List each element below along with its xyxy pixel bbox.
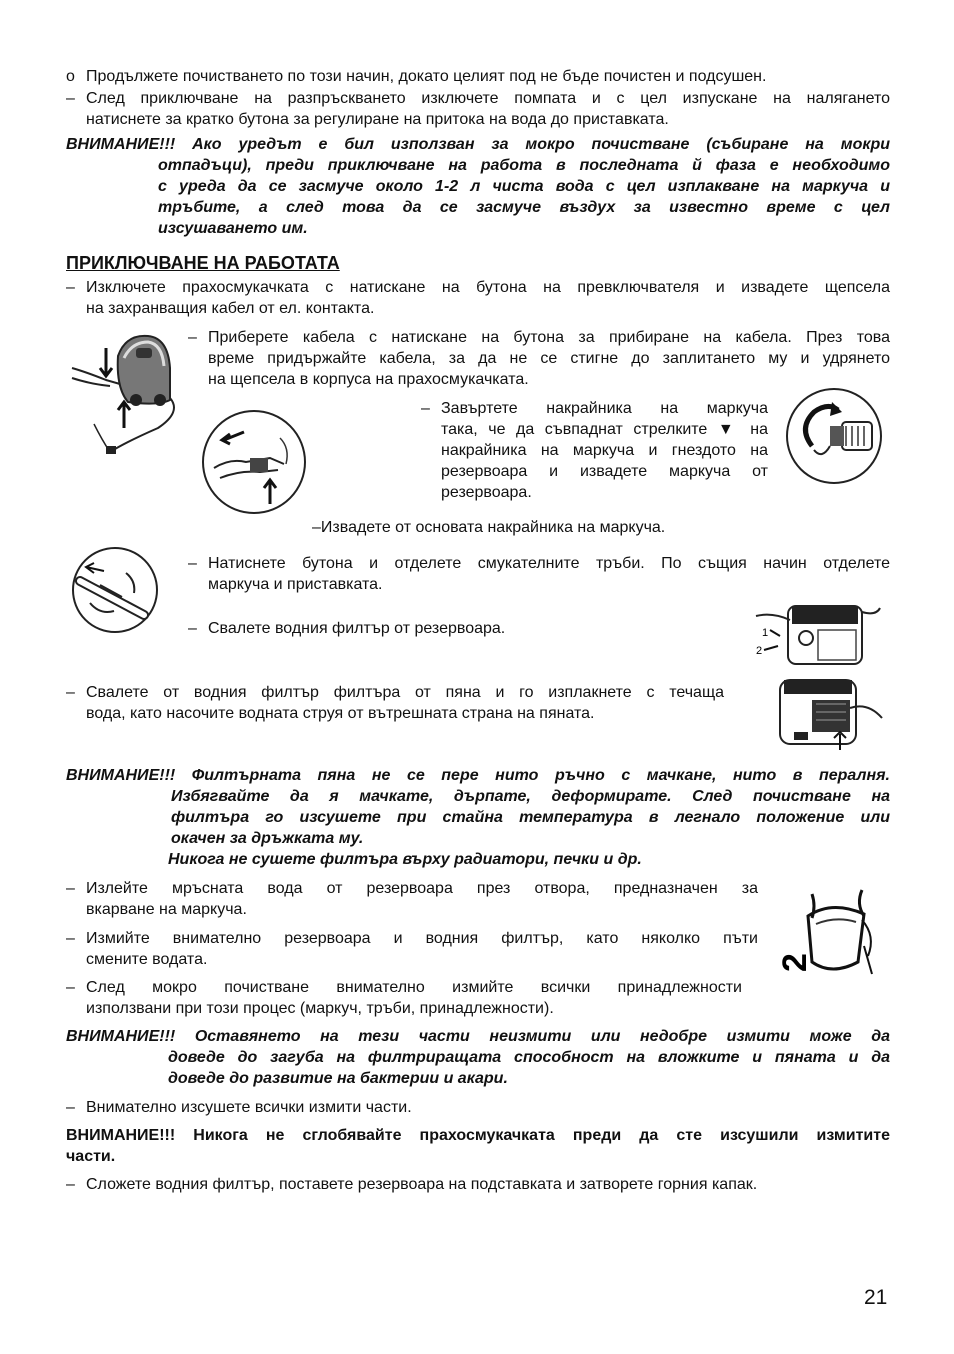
bullet-dash: – bbox=[188, 329, 197, 346]
hose-detach-illustration bbox=[200, 408, 308, 516]
step-wash-tank-line-2: смените водата. bbox=[86, 951, 208, 968]
warning-2-line-2: Избягвайте да я мачкате, дърпате, деформирате. След почистване на bbox=[171, 788, 890, 805]
warning-2-lead: ВНИМАНИЕ!!! Филтърната пяна не се пере нито ръчно с мачкане, нито в пералня. bbox=[66, 767, 890, 784]
warning-1-line-2: отпадъци), преди приключване на работа в последната й фаза е необходимо bbox=[158, 157, 890, 174]
bullet-dash: – bbox=[66, 684, 75, 701]
warning-2-line-5: Никога не сушете филтъра върху радиатори, печки и др. bbox=[168, 851, 642, 868]
warning-3-line-2: доведе до загуба на филтриращата способност на вложките и пяната и да bbox=[168, 1049, 890, 1066]
step-unplug-line-1: Изключете прахосмукачката с натискане на бутона на превключвателя и извадете щепсела bbox=[86, 279, 890, 296]
bullet-dash: – bbox=[66, 930, 75, 947]
intro-bullet-2 bbox=[66, 88, 890, 130]
pour-water-illustration bbox=[772, 886, 884, 982]
step-remove-nozzle-text: Извадете от основата накрайника на маркуча. bbox=[320, 519, 666, 536]
step-separate-tubes-line-2: маркуча и приставката. bbox=[208, 576, 383, 593]
step-pour-water-line-1: Излейте мръсната вода от резервоара през отвора, предназначен за bbox=[86, 880, 758, 897]
warning-1-line-4: тръбите, а след това да се засмуче въздух за известно време с цел bbox=[158, 199, 890, 216]
bullet-dash: – bbox=[188, 555, 197, 572]
step-pour-water-line-2: вкарване на маркуча. bbox=[86, 901, 247, 918]
warning-2-line-4: окачен за дръжката му. bbox=[171, 830, 364, 847]
warning-1-line-3: с уреда да се засмуче около 1-2 л чиста вода с цел изплакване на маркуча и bbox=[158, 178, 890, 195]
warning-block-2 bbox=[66, 765, 890, 870]
warning-4-line-1: ВНИМАНИЕ!!! Никога не сглобявайте прахосмукачката преди да сте изсушили измитите bbox=[66, 1127, 890, 1144]
bullet-dash: – bbox=[312, 519, 321, 536]
warning-block-4 bbox=[66, 1125, 890, 1167]
bullet-dash: – bbox=[421, 400, 430, 417]
step-separate-tubes-line-1: Натиснете бутона и отделете смукателните тръби. По същия начин отделете bbox=[208, 555, 890, 572]
warning-4-line-2: части. bbox=[66, 1148, 116, 1165]
step-rinse-foam-filter-line-1: Свалете от водния филтър филтъра от пяна и го изплакнете с течаща bbox=[86, 684, 724, 701]
intro-bullet-1-text: Продължете почистването по този начин, докато целият под не бъде почистен и подсушен. bbox=[86, 68, 767, 85]
bullet-dash: – bbox=[66, 90, 75, 107]
warning-block-3 bbox=[66, 1026, 890, 1089]
step-wash-tank-line-1: Измийте внимателно резервоара и водния филтър, като няколко пъти bbox=[86, 930, 758, 947]
step-dry-parts-text: Внимателно изсушете всички измити части. bbox=[86, 1099, 412, 1116]
step-rotate-nozzle-line-1: Завъртете накрайника на маркуча bbox=[441, 400, 768, 417]
step-rinse-foam-filter-line-2: вода, като насочите водната струя от вътрешната страна на пяната. bbox=[86, 705, 595, 722]
tubes-release-illustration bbox=[70, 545, 160, 635]
bullet-dash: – bbox=[66, 979, 75, 996]
warning-3-lead: ВНИМАНИЕ!!! Оставянето на тези части неизмити или недобре измити може да bbox=[66, 1028, 890, 1045]
step-wash-accessories-line-2: използвани при този процес (маркуч, тръби, принадлежности). bbox=[86, 1000, 554, 1017]
step-rotate-nozzle-line-2: така, че да съвпаднат стрелките ▼ на bbox=[441, 421, 768, 438]
bullet-dash: – bbox=[66, 279, 75, 296]
step-rotate-nozzle-line-5: резервоара. bbox=[441, 484, 532, 501]
warning-3-line-3: доведе до развитие на бактерии и акари. bbox=[168, 1070, 508, 1087]
page-number: 21 bbox=[864, 1286, 888, 1309]
bullet-dash: – bbox=[66, 1099, 75, 1116]
step-remove-nozzle bbox=[312, 517, 792, 538]
step-one-label: 1 bbox=[762, 627, 769, 639]
intro-bullet-2-line-2: натиснете за кратко бутона за регулиране на притока на вода до приставката. bbox=[86, 111, 669, 128]
bullet-circle: o bbox=[66, 68, 75, 85]
warning-1-line-5: изсушаването им. bbox=[158, 220, 308, 237]
water-filter-removal-illustration bbox=[752, 602, 882, 668]
bullet-dash: – bbox=[188, 620, 197, 637]
rotate-nozzle-illustration bbox=[784, 386, 884, 486]
bullet-dash: – bbox=[66, 1176, 75, 1193]
step-rotate-nozzle-line-3: накрайника на маркуча и гнездото на bbox=[441, 442, 768, 459]
section-heading: ПРИКЛЮЧВАНЕ НА РАБОТАТА bbox=[66, 253, 340, 273]
step-retract-cable-line-2: време придържайте кабела, за да не се стигне до заплитането му и удрянето bbox=[208, 350, 890, 367]
foam-filter-illustration bbox=[764, 672, 886, 752]
step-retract-cable-line-1: Приберете кабела с натискане на бутона за прибиране на кабела. През това bbox=[208, 329, 890, 346]
step-remove-water-filter-text: Свалете водния филтър от резервоара. bbox=[208, 620, 506, 637]
step-retract-cable-line-3: на щепсела в корпуса на прахосмукачката. bbox=[208, 371, 529, 388]
step-reassemble-text: Сложете водния филтър, поставете резервоара на подставката и затворете горния капак. bbox=[86, 1176, 758, 1193]
step-two-big-label: 2 bbox=[776, 953, 814, 972]
warning-block-1 bbox=[66, 134, 890, 239]
step-rotate-nozzle-line-4: резервоара и извадете маркуча от bbox=[441, 463, 768, 480]
warning-1-lead: ВНИМАНИЕ!!! Ако уредът е бил използван за мокро почистване (събиране на мокри bbox=[66, 136, 890, 153]
step-wash-accessories-line-1: След мокро почистване внимателно измийте всички принадлежности bbox=[86, 979, 742, 996]
vacuum-cable-illustration bbox=[66, 328, 182, 458]
step-unplug-line-2: на захранващия кабел от ел. контакта. bbox=[86, 300, 375, 317]
intro-bullet-2-line-1: След приключване на разпръскването изключете помпата и с цел изпускане на налягането bbox=[86, 90, 890, 107]
bullet-dash: – bbox=[66, 880, 75, 897]
step-two-label: 2 bbox=[756, 645, 763, 657]
warning-2-line-3: филтъра го изсушете при стайна температура в легнало положение или bbox=[171, 809, 890, 826]
